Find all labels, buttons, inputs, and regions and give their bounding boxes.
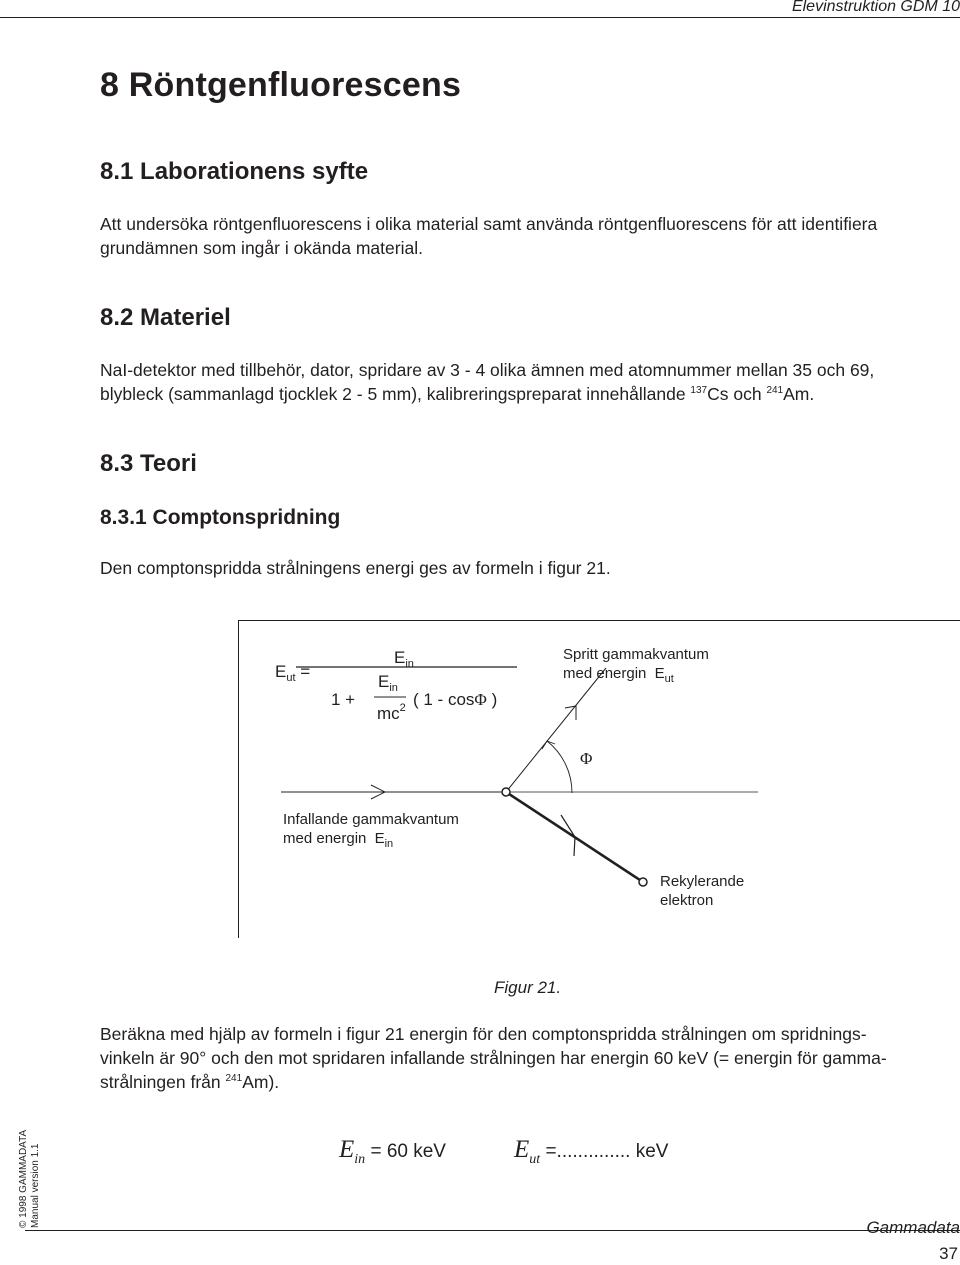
section-8-3-1-text: Den comptonspridda strålningens energi ges av formeln i figur 21. xyxy=(100,558,611,578)
label-sub: ut xyxy=(664,673,674,685)
label-e: E xyxy=(374,830,385,847)
footer-publisher: Gammadata xyxy=(866,1218,960,1237)
formula-paren-open: ( 1 - cos xyxy=(413,690,475,709)
angle-phi-label: Φ xyxy=(580,749,593,768)
answer-e-ut xyxy=(514,1136,669,1167)
label-sub: in xyxy=(384,838,394,850)
formula-inner-denominator xyxy=(377,704,406,723)
copyright-side-note xyxy=(18,1130,42,1228)
mass-number-cs: 137 xyxy=(690,385,708,396)
running-head: Elevinstruktion GDM 10 xyxy=(791,0,960,15)
label-text: med energin xyxy=(563,665,647,682)
formula-sub: ut xyxy=(286,672,296,684)
electron-point xyxy=(639,878,647,886)
formula-one-plus: 1 + xyxy=(331,690,356,709)
text-fragment: Cs och xyxy=(707,384,767,404)
page-number: 37 xyxy=(939,1244,958,1263)
label-line xyxy=(563,664,709,685)
exercise-text xyxy=(100,1022,950,1094)
answer-value: = 60 keV xyxy=(365,1141,446,1162)
mass-number-am: 241 xyxy=(225,1073,243,1084)
text-line: vinkeln är 90° och den mot spridaren infallande strålningen har energin 60 keV (= energin för gamma- xyxy=(100,1048,887,1068)
section-heading-8-1: 8.1 Laborationens syfte xyxy=(100,158,369,185)
formula-sub: in xyxy=(389,682,398,694)
chapter-title: 8 Röntgenfluorescens xyxy=(100,66,462,104)
formula-e: E xyxy=(378,672,390,691)
formula-mc: mc xyxy=(377,704,400,723)
text-fragment: strålningen från xyxy=(100,1072,226,1092)
label-line: elektron xyxy=(660,892,714,909)
answer-e-in xyxy=(339,1136,446,1167)
angle-arc xyxy=(547,741,572,793)
formula-paren xyxy=(413,690,497,709)
answer-var: E xyxy=(514,1136,530,1163)
side-note-line: Manual version 1.1 xyxy=(30,1143,41,1228)
text-fragment: blybleck (sammanlagd tjocklek 2 - 5 mm), kalibreringspreparat innehållande xyxy=(100,384,691,404)
scatterer-point xyxy=(502,788,510,796)
incident-quantum-label xyxy=(283,810,459,850)
label-line xyxy=(283,829,459,850)
section-8-2-text xyxy=(100,358,950,406)
answer-var: E xyxy=(339,1136,355,1163)
label-text: med energin xyxy=(283,830,367,847)
label-line: Rekylerande xyxy=(660,873,745,890)
mass-number-am: 241 xyxy=(766,385,784,396)
formula-paren-close: ) xyxy=(491,690,498,709)
label-e: E xyxy=(654,665,665,682)
answer-value: =.............. keV xyxy=(540,1141,669,1162)
formula-equals: = xyxy=(300,662,311,681)
answer-sub: ut xyxy=(529,1152,541,1167)
formula-sub: in xyxy=(405,658,414,670)
answer-sub: in xyxy=(354,1152,366,1167)
section-heading-8-2: 8.2 Materiel xyxy=(100,304,231,331)
text-fragment: Am. xyxy=(783,384,815,404)
recoil-electron-label xyxy=(660,872,744,910)
text-line: grundämnen som ingår i okända material. xyxy=(100,238,423,258)
formula-inner-numerator xyxy=(378,672,398,694)
label-line: Infallande gammakvantum xyxy=(283,811,459,828)
text-line: Beräkna med hjälp av formeln i figur 21 energin för den comptonspridda strålningen om spridnings- xyxy=(100,1024,867,1044)
text-line: Att undersöka röntgenfluorescens i olika material samt använda röntgenfluorescens för att identifiera xyxy=(100,214,878,234)
side-note-line: © 1998 GAMMADATA xyxy=(18,1129,29,1228)
formula-e: E xyxy=(275,662,287,681)
figure-caption: Figur 21. xyxy=(494,978,562,997)
text-line xyxy=(100,1070,950,1094)
scattered-quantum-label xyxy=(563,645,709,685)
footer-rule xyxy=(25,1230,960,1231)
text-fragment: Am). xyxy=(242,1072,280,1092)
formula-sup: 2 xyxy=(399,702,406,714)
scattered-arrowhead xyxy=(565,706,576,720)
formula-lhs xyxy=(275,662,310,684)
section-heading-8-3: 8.3 Teori xyxy=(100,450,197,477)
subsection-heading-8-3-1: 8.3.1 Comptonspridning xyxy=(100,506,341,529)
label-line: Spritt gammakvantum xyxy=(563,646,709,663)
text-line xyxy=(100,382,950,406)
formula-numerator xyxy=(394,648,414,670)
text-line: NaI-detektor med tillbehör, dator, spridare av 3 - 4 olika ämnen med atomnummer mellan 35 och 69, xyxy=(100,360,875,380)
formula-e: E xyxy=(394,648,406,667)
scattered-ray xyxy=(506,668,606,792)
header-rule xyxy=(0,17,960,18)
section-8-1-text xyxy=(100,212,950,260)
formula-phi: Φ xyxy=(474,690,487,709)
